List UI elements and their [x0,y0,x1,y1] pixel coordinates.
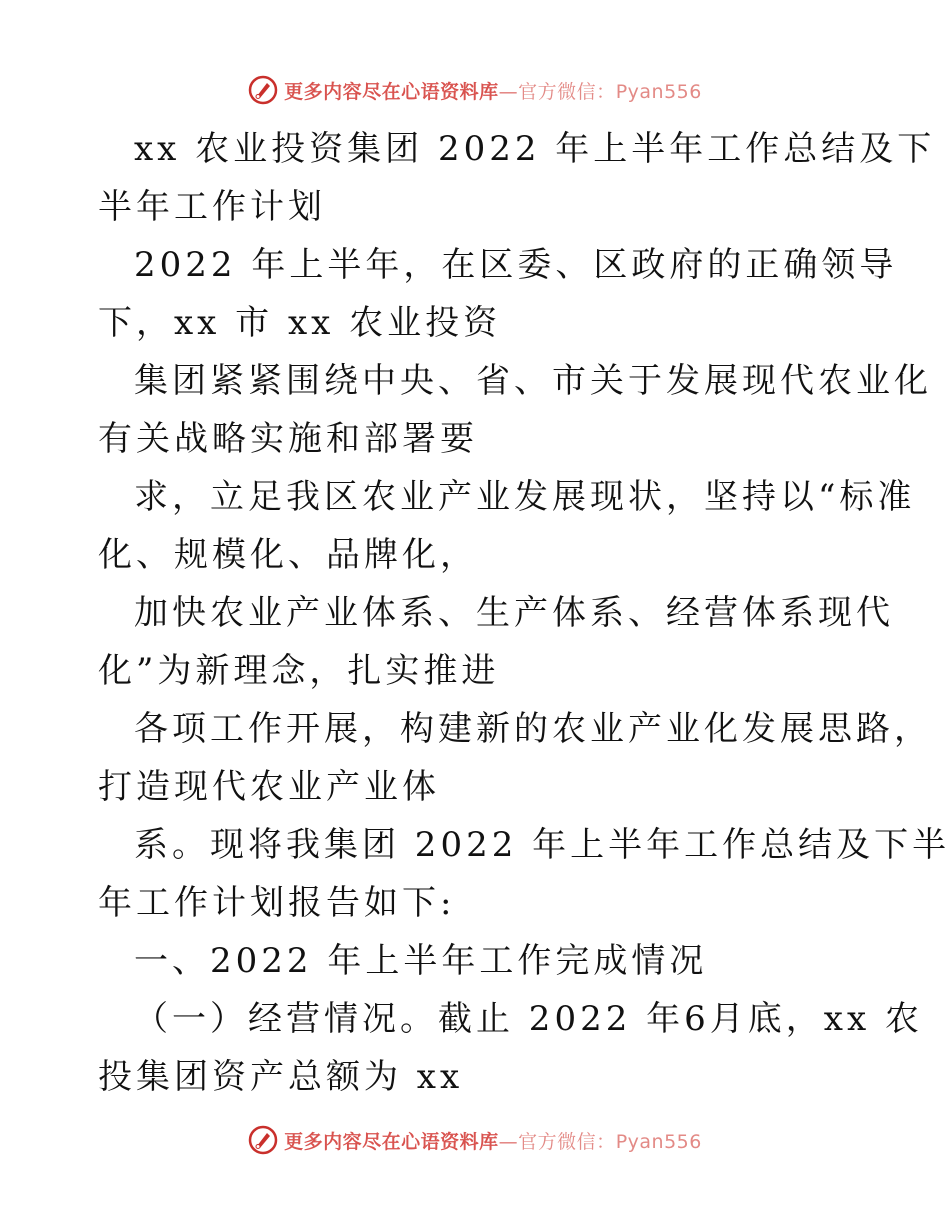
header-banner-text [284,77,702,104]
paragraph-line: 年工作计划报告如下: [98,883,456,923]
paragraph-line: （一）经营情况。截止 2022 年6月底，xx 农 [134,999,923,1039]
paragraph-line: 集团紧紧围绕中央、省、市关于发展现代农业化 [134,361,932,401]
paragraph-line: 各项工作开展，构建新的农业产业化发展思路， [134,709,932,749]
paragraph-line: 化”为新理念，扎实推进 [98,651,500,691]
footer-watermark-banner [0,1120,950,1160]
paragraph-line: 系。现将我集团 2022 年上半年工作总结及下半 [134,825,950,865]
title-line-2: 半年工作计划 [98,187,326,227]
title-line-1: xx 农业投资集团 2022 年上半年工作总结及下 [134,129,936,169]
footer-banner-sep: — [498,1130,519,1153]
paragraph-line: 打造现代农业产业体 [98,767,440,807]
paragraph-line: 化、规模化、品牌化， [98,535,478,575]
header-banner-wechat-id: Pyan556 [615,80,702,103]
header-watermark-banner [0,70,950,110]
header-banner-main: 更多内容尽在心语资料库 [284,80,499,103]
paragraph-line: 2022 年上半年，在区委、区政府的正确领导 [134,245,898,285]
pen-nib-logo-icon [248,75,278,105]
paragraph-line: 加快农业产业体系、生产体系、经营体系现代 [134,593,894,633]
paragraph-line: 有关战略实施和部署要 [98,419,478,459]
document-body [98,120,950,1106]
header-banner-sep: — [498,80,519,103]
footer-banner-wechat-label: 官方微信： [518,1130,616,1153]
paragraph-line: 下，xx 市 xx 农业投资 [98,303,502,343]
paragraph-line: 求，立足我区农业产业发展现状，坚持以“标准 [134,477,916,517]
footer-banner-wechat-id: Pyan556 [615,1130,702,1153]
footer-banner-text [284,1127,702,1154]
paragraph-line: 投集团资产总额为 xx [98,1057,464,1097]
pen-nib-logo-icon [248,1125,278,1155]
header-banner-wechat-label: 官方微信： [518,80,616,103]
footer-banner-main: 更多内容尽在心语资料库 [284,1130,499,1153]
section-heading: 一、2022 年上半年工作完成情况 [134,941,708,981]
